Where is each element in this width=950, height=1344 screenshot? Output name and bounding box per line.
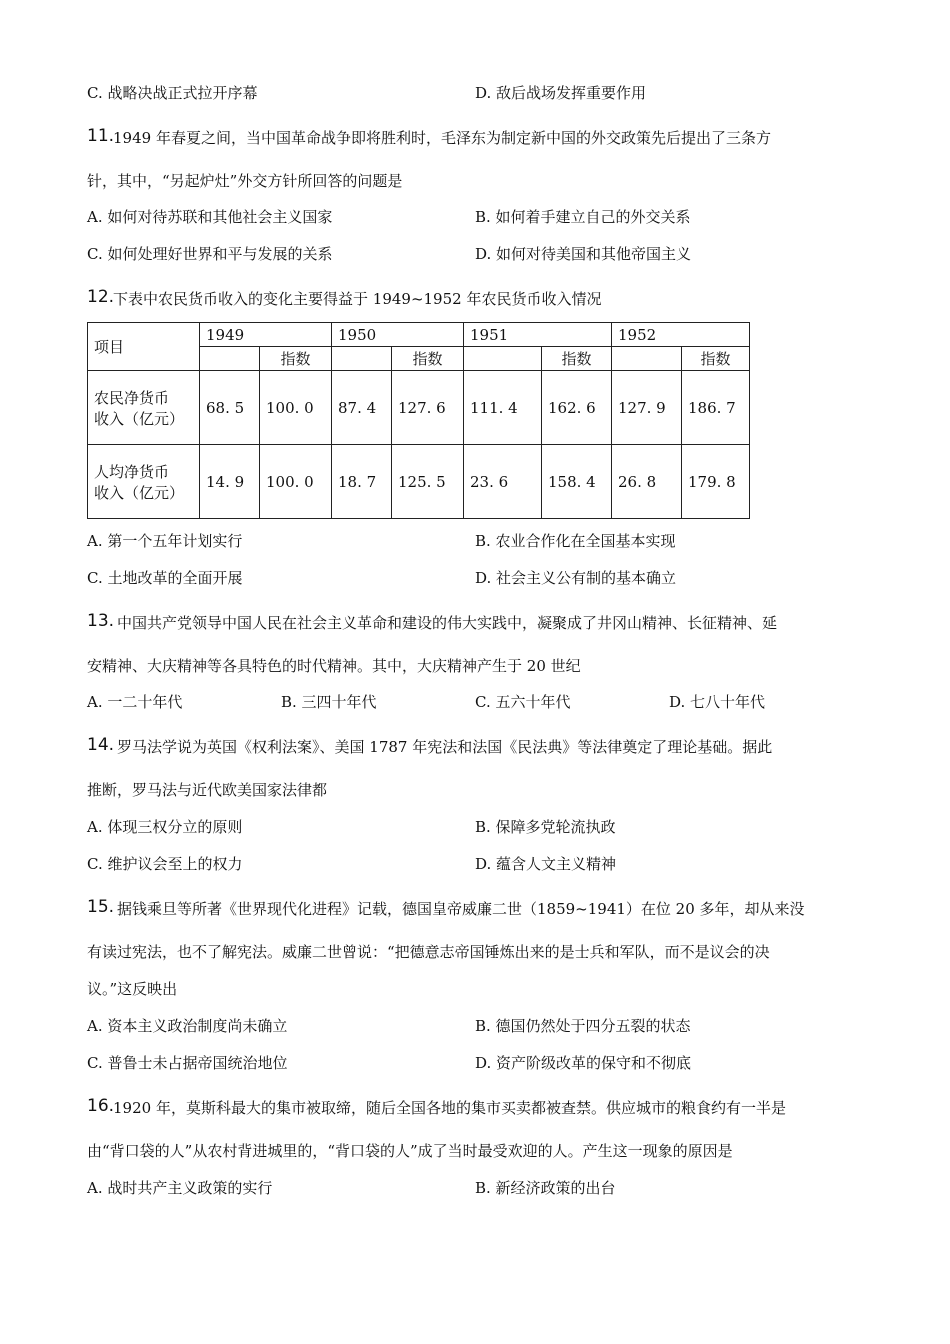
q14-option-d: D. 蕴含人文主义精神 xyxy=(475,855,617,873)
q13-option-d: D. 七八十年代 xyxy=(669,693,766,711)
table-row-label xyxy=(88,371,200,445)
q15-option-c: C. 普鲁士未占据帝国统治地位 xyxy=(87,1054,288,1072)
table-row-label xyxy=(88,445,200,519)
table-row xyxy=(88,445,750,519)
q14-option-a: A. 体现三权分立的原则 xyxy=(87,818,243,836)
q16-option-b: B. 新经济政策的出台 xyxy=(475,1179,616,1197)
question-number: 16. xyxy=(87,1096,115,1116)
table-cell: 111. 4 xyxy=(464,371,542,445)
row-label-line: 人均净货币 xyxy=(94,462,170,481)
question-text: 下表中农民货币收入的变化主要得益于 1949~1952 年农民货币收入情况 xyxy=(113,290,602,308)
table-header-index: 指数 xyxy=(682,347,750,371)
q11-option-c: C. 如何处理好世界和平与发展的关系 xyxy=(87,245,333,263)
q14-option-b: B. 保障多党轮流执政 xyxy=(475,818,616,836)
question-number: 13. xyxy=(87,611,115,631)
table-header-item: 项目 xyxy=(88,323,200,371)
table-cell: 18. 7 xyxy=(332,445,392,519)
q11-option-b: B. 如何着手建立自己的外交关系 xyxy=(475,208,691,226)
table-header-year: 1951 xyxy=(464,323,612,347)
q13-option-c: C. 五六十年代 xyxy=(475,693,571,711)
table-cell: 87. 4 xyxy=(332,371,392,445)
table-cell: 186. 7 xyxy=(682,371,750,445)
q13-option-a: A. 一二十年代 xyxy=(87,693,183,711)
question-text: 议。”这反映出 xyxy=(87,980,178,998)
row-label-line: 收入（亿元） xyxy=(94,483,185,502)
q10-option-c: C. 战略决战正式拉开序幕 xyxy=(87,84,258,102)
table-cell: 14. 9 xyxy=(200,445,260,519)
question-text: 罗马法学说为英国《权利法案》、美国 1787 年宪法和法国《民法典》等法律奠定了理论基础。据此 xyxy=(117,738,773,756)
q11-option-a: A. 如何对待苏联和其他社会主义国家 xyxy=(87,208,333,226)
table-cell: 23. 6 xyxy=(464,445,542,519)
q15-option-a: A. 资本主义政治制度尚未确立 xyxy=(87,1017,288,1035)
question-text: 有读过宪法，也不了解宪法。威廉二世曾说：“把德意志帝国锤炼出来的是士兵和军队，而不是议会的决 xyxy=(87,943,770,961)
q11-option-d: D. 如何对待美国和其他帝国主义 xyxy=(475,245,692,263)
q10-option-d: D. 敌后战场发挥重要作用 xyxy=(475,84,647,102)
table-header-index: 指数 xyxy=(542,347,612,371)
question-number: 14. xyxy=(87,735,115,755)
question-text: 1949 年春夏之间，当中国革命战争即将胜利时，毛泽东为制定新中国的外交政策先后提出了三条方 xyxy=(113,129,771,147)
q15-option-b: B. 德国仍然处于四分五裂的状态 xyxy=(475,1017,691,1035)
q12-option-d: D. 社会主义公有制的基本确立 xyxy=(475,569,677,587)
table-header-index: 指数 xyxy=(260,347,332,371)
table-cell: 125. 5 xyxy=(392,445,464,519)
table-cell: 100. 0 xyxy=(260,445,332,519)
table-cell: 179. 8 xyxy=(682,445,750,519)
question-text: 安精神、大庆精神等各具特色的时代精神。其中，大庆精神产生于 20 世纪 xyxy=(87,657,581,675)
question-text: 中国共产党领导中国人民在社会主义革命和建设的伟大实践中，凝聚成了井冈山精神、长征精神、延 xyxy=(117,614,778,632)
table-cell-empty xyxy=(464,347,542,371)
table-header-year: 1952 xyxy=(612,323,750,347)
table-cell: 68. 5 xyxy=(200,371,260,445)
table-cell: 100. 0 xyxy=(260,371,332,445)
q12-option-a: A. 第一个五年计划实行 xyxy=(87,532,243,550)
question-number: 15. xyxy=(87,897,115,917)
table-cell-empty xyxy=(332,347,392,371)
table-cell: 127. 9 xyxy=(612,371,682,445)
row-label-line: 农民净货币 xyxy=(94,388,170,407)
table-cell: 162. 6 xyxy=(542,371,612,445)
table-cell: 26. 8 xyxy=(612,445,682,519)
question-number: 11. xyxy=(87,126,115,146)
question-text: 针，其中，“另起炉灶”外交方针所回答的问题是 xyxy=(87,172,403,190)
q12-option-c: C. 土地改革的全面开展 xyxy=(87,569,243,587)
table-header-year: 1950 xyxy=(332,323,464,347)
income-table xyxy=(87,322,750,519)
question-text: 1920 年，莫斯科最大的集市被取缔，随后全国各地的集市买卖都被查禁。供应城市的粮食约有一半是 xyxy=(113,1099,786,1117)
question-text: 推断，罗马法与近代欧美国家法律都 xyxy=(87,781,328,799)
table-cell-empty xyxy=(612,347,682,371)
q13-option-b: B. 三四十年代 xyxy=(281,693,377,711)
table-header-index: 指数 xyxy=(392,347,464,371)
row-label-line: 收入（亿元） xyxy=(94,409,185,428)
q15-option-d: D. 资产阶级改革的保守和不彻底 xyxy=(475,1054,692,1072)
table-header-year: 1949 xyxy=(200,323,332,347)
question-text: 由“背口袋的人”从农村背进城里的，“背口袋的人”成了当时最受欢迎的人。产生这一现象的原因是 xyxy=(87,1142,733,1160)
table-cell-empty xyxy=(200,347,260,371)
q14-option-c: C. 维护议会至上的权力 xyxy=(87,855,243,873)
question-text: 据钱乘旦等所著《世界现代化进程》记载，德国皇帝威廉二世（1859~1941）在位 20 多年，却从来没 xyxy=(117,900,805,918)
q12-option-b: B. 农业合作化在全国基本实现 xyxy=(475,532,676,550)
question-number: 12. xyxy=(87,287,115,307)
table-row xyxy=(88,371,750,445)
q16-option-a: A. 战时共产主义政策的实行 xyxy=(87,1179,273,1197)
table-cell: 127. 6 xyxy=(392,371,464,445)
table-cell: 158. 4 xyxy=(542,445,612,519)
